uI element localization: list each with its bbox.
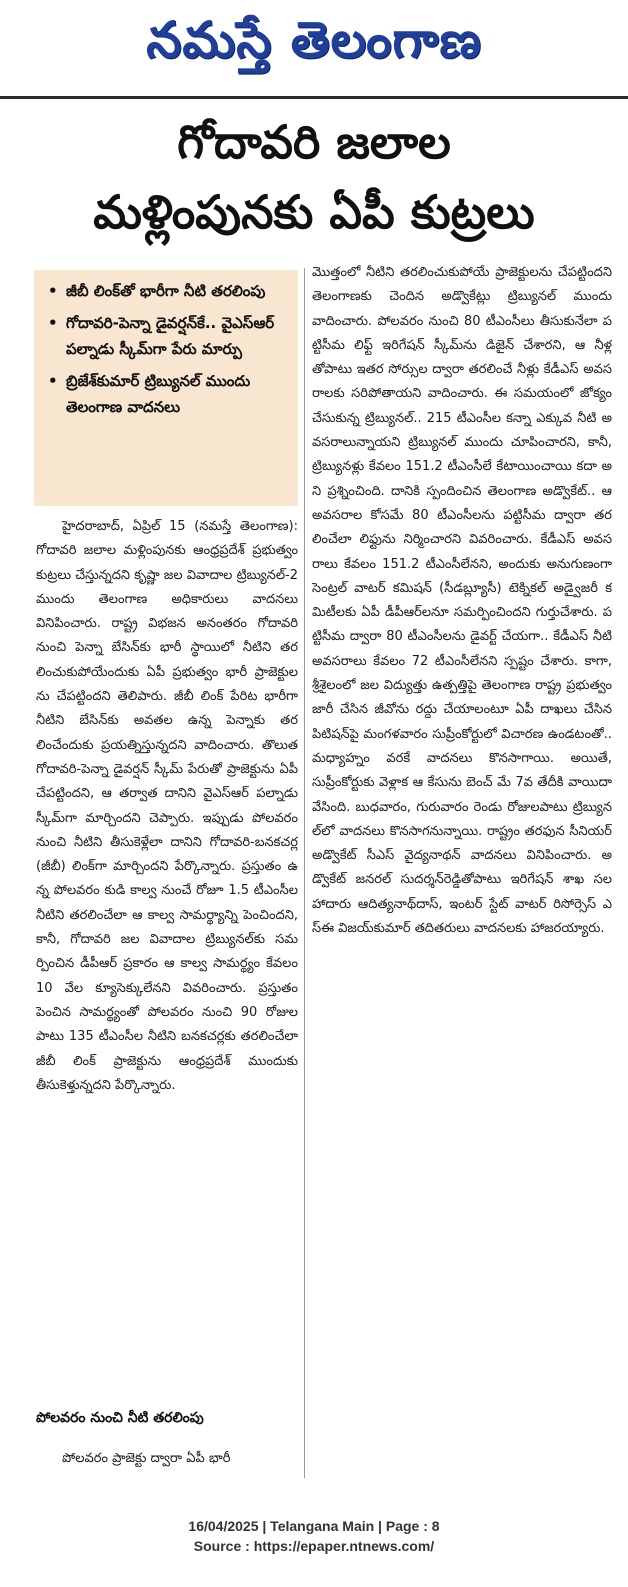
article-body-left-continuation: పోలవరం ప్రాజెక్టు ద్వారా ఏపీ భారీ [62,1451,231,1466]
headline-line-1: గోదావరి జలాల [177,115,451,169]
article-body-right: మొత్తంలో నీటిని తరలించుకుపోయే ప్రాజెక్టులను చేపట్టిందని తెలంగాణకు చెందిన అడ్వొకేట్లు ట్రిబ్యునల్ ముందు వాదించారు. పోలవరం నుంచి 80 టీఎంసీలు తీసుకునేలా పట్టిసీమ లిఫ్ట్ ఇరిగేషన్ స్కీమ్‌ను డిజైన్ చేశారని, ఆ నీళ్లతోపాటు ఇతర సోర్సుల ద్వారా తరలించే నీళ్లు కేడీఎస్ అవసరాలకు సరిపోతాయని వాదించారు. ఈ సమయంలో జోక్యం చేసుకున్న ట్రిబ్యునల్.. 215 టీఎంసీల కన్నా ఎక్కువ నీటి అవసరాలున్నాయని ట్రిబ్యునల్ ముందు చూపించారని, కానీ, ట్రిబ్యునళ్లు కేవలం 151.2 టీఎంసీలే కేటాయించాయి కదా అని ప్రశ్నించింది. దానికి స్పందించిన తెలంగాణ అడ్వొకేట్.. ఆ అవసరాల కోసమే 80 టీఎంసీలను పట్టిసీమ ద్వారా తరలించేలా లిఫ్టును నిర్మించారని వివరించారు. కేడీఎస్ అవసరాలు కేవలం 151.2 టీఎంసీలేనని, అందుకు అనుగుణంగా సెంట్రల్ వాటర్ కమిషన్ (సీడబ్ల్యూసీ) టెక్నికల్ అడ్వైజరీ కమిటీలకు ఏపీ డీపీఆర్‌లనూ సమర్పించిందని గుర్తుచేశారు. పట్టిసీమ ద్వారా 80 టీఎంసీలను డైవర్ట్ చేయగా.. కేడీఎస్ నీటి అవసరాలు కేవలం 72 టీఎంసీలేనని స్పష్టం చేశారు. కాగా, శ్రీశైలంలో జల విద్యుత్తు ఉత్పత్తిపై తెలంగాణ రాష్ట్ర ప్రభుత్వం జారీ చేసిన జీవోను రద్దు చేయాలంటూ ఏపీ దాఖలు చేసిన పిటిషన్‌పై మంగళవారం సుప్రీంకోర్టులో విచారణ ఉండటంతో.. మధ్యాహ్నం వరకే వాదనలు కొనసాగాయి. అయితే, సుప్రీంకోర్టుకు వెళ్లాక ఆ కేసును బెంచ్ మే 7వ తేదీకి వాయిదా వేసింది. బుధవారం, గురువారం రెండు రోజులపాటు ట్రిబ్యునల్‌లో వాదనలు కొనసాగనున్నాయి. రాష్ట్రం తరఫున సీనియర్ అడ్వొకేట్ సీఎస్ వైద్యనాథన్ వాదనలు వినిపించారు. అడ్వొకేట్ జనరల్ సుదర్శన్‌రెడ్డితోపాటు ఇరిగేషన్ శాఖ సలహాదారు ఆదిత్యనాథ్‌దాస్, ఇంటర్ స్టేట్ వాటర్ రిసోర్సెస్ ఎస్‌ఈ విజయ్‌కుమార్ తదితరులు వాదనలకు హాజరయ్యారు. [312,265,612,937]
highlight-item [46,278,292,304]
highlight-text: గోదావరి-పెన్నా డైవర్షన్‌కే.. వైఎస్‌ఆర్ పల్నాడు స్కీమ్‌గా పేరు మార్పు [66,314,275,358]
highlight-item [46,310,292,362]
article-body-left: హైదరాబాద్, ఏప్రిల్ 15 (నమస్తే తెలంగాణ): గోదావరి జలాల మళ్లింపునకు ఆంధ్రప్రదేశ్ ప్రభుత్వం కుట్రలు చేస్తున్నదని కృష్ణా జల వివాదాల ట్రిబ్యునల్-2 ముందు తెలంగాణ అధికారులు వాదనలు వినిపించారు. రాష్ట్ర విభజన అనంతరం గోదావరి నుంచి పెన్నా బేసిన్‌కు భారీ స్థాయిలో నీటిని తరలించుకుపోయేందుకు ఏపీ ప్రభుత్వం భారీ ప్రాజెక్టులను చేపట్టిందని తెలిపారు. జీబీ లింక్ పేరిట భారీగా నీటిని బేసిన్‌కు అవతల ఉన్న పెన్నాకు తరలించేందుకు ప్రయత్నిస్తున్నదని వాదించారు. తొలుత గోదావరి-పెన్నా డైవర్షన్ స్కీమ్ పేరుతో ప్రాజెక్టును ఏపీ చేపట్టిందని, ఆ తర్వాత దానిని వైఎస్‌ఆర్ పల్నాడు స్కీమ్‌గా మార్చిందని చెప్పారు. ఇప్పుడు పోలవరం నుంచి నీటిని తీసుకెళ్లేలా దానిని గోదావరి-బనకచర్ల (జీబీ) లింక్‌గా మార్చిందని పేర్కొన్నారు. ప్రస్తుతం ఉన్న పోలవరం కుడి కాల్వ నుంచే రోజూ 1.5 టీఎంసీల నీటిని తరలించేలా ఆ కాల్వ సామర్థ్యాన్ని పెంచిందని, కానీ, గోదావరి జల వివాదాల ట్రిబ్యునల్‌కు సమర్పించిన డీపీఆర్ ప్రకారం ఆ కాల్వ సామర్థ్యం కేవలం 10 వేల క్యూసెక్కులేనని వివరించారు. ప్రస్తుతం పెంచిన సామర్థ్యంతో పోలవరం నుంచి 90 రోజులపాటు 135 టీఎంసీల నీటిని బనకచర్లకు తరలించేలా జీబీ లింక్ ప్రాజెక్టును ఆంధ్రప్రదేశ్ ముందుకు తీసుకెళ్తున్నదని పేర్కొన్నారు. [36,519,298,1093]
highlights-box [34,270,298,506]
footer-edition-info: 16/04/2025 | Telangana Main | Page : 8 [188,1518,440,1534]
bullet-icon: • [48,314,58,332]
bullet-icon: • [48,282,58,300]
headline-line-2: మళ్లింపునకు ఏపీ కుట్రలు [93,185,535,239]
masthead-title: నమస్తే తెలంగాణ [146,10,482,69]
masthead-divider [0,96,628,99]
highlight-item [46,368,292,420]
column-divider [304,268,305,1478]
footer-source: Source : https://epaper.ntnews.com/ [193,1538,435,1554]
highlight-text: జీబీ లింక్‌తో భారీగా నీటి తరలింపు [66,282,266,300]
masthead [0,6,628,86]
article-subheading: పోలవరం నుంచి నీటి తరలింపు [36,1410,204,1426]
bullet-icon: • [48,372,58,390]
highlight-text: బ్రిజేశ్‌కుమార్ ట్రిబ్యునల్ ముందు తెలంగాణ వాదనలు [66,372,251,416]
